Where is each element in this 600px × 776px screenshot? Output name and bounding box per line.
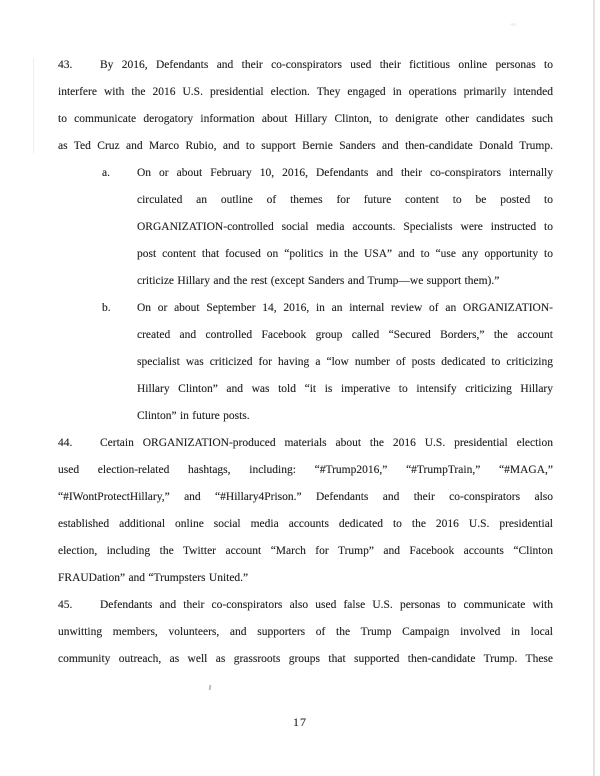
- subparagraph-a: [58, 160, 553, 295]
- text-run: Certain ORGANIZATION-produced materials about the 2016 U.S. presidential election: [100, 437, 553, 449]
- text-run: On or about September 14, 2016, in an internal review of an ORGANIZATION-: [137, 302, 553, 314]
- stray-ink-mark: [209, 685, 212, 690]
- subparagraph-letter-label: b.: [102, 302, 111, 314]
- text-line: interfere with the 2016 U.S. presidential election. They engaged in operations primarily intended: [58, 86, 553, 98]
- text-line: Clinton” in future posts.: [137, 410, 250, 422]
- text-run: By 2016, Defendants and their co-conspirators used their fictitious online personas to: [100, 59, 553, 71]
- text-line: [58, 52, 553, 79]
- document-body: [58, 52, 553, 673]
- paragraph-45: [58, 592, 553, 673]
- paragraph-number-label: 44.: [58, 437, 73, 449]
- text-line: post content that focused on “politics in the USA” and to “use any opportunity to: [137, 248, 553, 260]
- text-line: Hillary Clinton” and was told “it is imperative to intensify criticizing Hillary: [137, 383, 553, 395]
- scan-smudge-artifact: [510, 23, 516, 26]
- scan-edge-artifact-left: [33, 58, 34, 153]
- text-line: circulated an outline of themes for future content to be posted to: [137, 194, 553, 206]
- text-line: [58, 592, 553, 619]
- paragraph-44: [58, 430, 553, 592]
- text-line: established additional online social media accounts dedicated to the 2016 U.S. presidential: [58, 518, 553, 530]
- text-line: ORGANIZATION-controlled social media accounts. Specialists were instructed to: [137, 221, 553, 233]
- text-line: FRAUDation” and “Trumpsters United.”: [58, 572, 249, 584]
- text-line: “#IWontProtectHillary,” and “#Hillary4Prison.” Defendants and their co-conspirators also: [58, 491, 553, 503]
- paragraph-number-label: 43.: [58, 59, 73, 71]
- subparagraph-b: [58, 295, 553, 430]
- text-line: used election-related hashtags, including: “#Trump2016,” “#TrumpTrain,” “#MAGA,”: [58, 464, 553, 476]
- paragraph-number-label: 45.: [58, 599, 73, 611]
- paragraph-43: [58, 52, 553, 160]
- text-line: [102, 295, 553, 322]
- subparagraph-letter-label: a.: [102, 167, 110, 179]
- text-line: community outreach, as well as grassroots groups that supported then-candidate Trump. These: [58, 653, 553, 665]
- page-number: 17: [293, 715, 307, 729]
- text-line: election, including the Twitter account “March for Trump” and Facebook accounts “Clinton: [58, 545, 553, 557]
- scan-edge-artifact-right: [593, 0, 595, 776]
- text-run: Defendants and their co-conspirators also used false U.S. personas to communicate with: [100, 599, 553, 611]
- text-line: to communicate derogatory information about Hillary Clinton, to denigrate other candidates such: [58, 113, 553, 125]
- text-line: created and controlled Facebook group called “Secured Borders,” the account: [137, 329, 553, 341]
- text-line: as Ted Cruz and Marco Rubio, and to support Bernie Sanders and then-candidate Donald Trump.: [58, 140, 553, 152]
- text-line: [58, 430, 553, 457]
- text-line: criticize Hillary and the rest (except Sanders and Trump—we support them).”: [137, 275, 500, 287]
- text-run: On or about February 10, 2016, Defendants and their co-conspirators internally: [137, 167, 553, 179]
- text-line: unwitting members, volunteers, and supporters of the Trump Campaign involved in local: [58, 626, 553, 638]
- text-line: [102, 160, 553, 187]
- text-line: specialist was criticized for having a “low number of posts dedicated to criticizing: [137, 356, 553, 368]
